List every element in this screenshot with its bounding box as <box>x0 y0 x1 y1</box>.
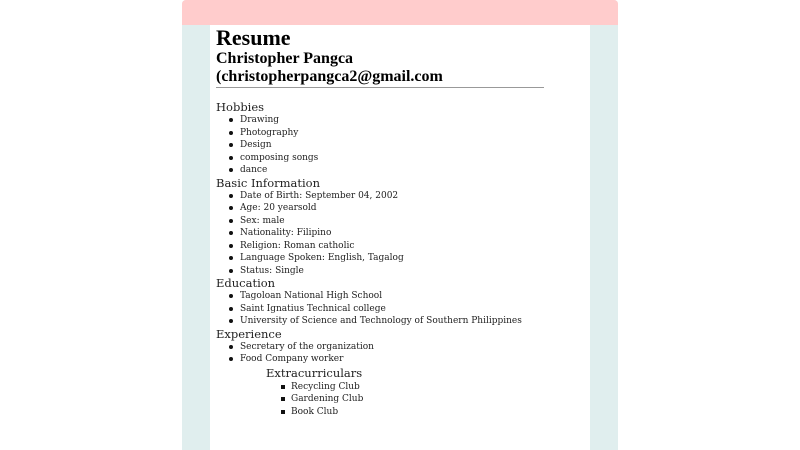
top-banner <box>182 0 618 25</box>
list-item: Drawing <box>240 114 588 127</box>
list-item: Secretary of the organization <box>240 341 588 354</box>
list-item: Status: Single <box>240 265 588 278</box>
list-item: Age: 20 yearsold <box>240 202 588 215</box>
list-item: Food Company worker <box>240 353 588 366</box>
list-item: dance <box>240 164 588 177</box>
list-item: Date of Birth: September 04, 2002 <box>240 190 588 203</box>
extracurriculars-list <box>266 381 588 419</box>
person-email: (christopherpangca2@gmail.com <box>216 68 443 85</box>
experience-list <box>216 341 588 366</box>
education-list <box>216 290 588 328</box>
basic-information-heading: Basic Information <box>216 175 320 190</box>
person-name: Christopher Pangca <box>216 50 354 67</box>
list-item: Tagoloan National High School <box>240 290 588 303</box>
list-item: Religion: Roman catholic <box>240 240 588 253</box>
page-frame <box>182 0 618 450</box>
list-item: Nationality: Filipino <box>240 227 588 240</box>
experience-heading: Experience <box>216 326 282 341</box>
extracurriculars-heading: Extracurriculars <box>266 365 363 380</box>
list-item: composing songs <box>240 152 588 165</box>
basic-information-list <box>216 190 588 278</box>
list-item: Design <box>240 139 588 152</box>
hobbies-heading: Hobbies <box>216 100 265 114</box>
list-item: Saint Ignatius Technical college <box>240 303 588 316</box>
list-item: University of Science and Technology of Southern Philippines <box>240 315 588 328</box>
hobbies-list <box>216 114 588 177</box>
list-item: Photography <box>240 127 588 140</box>
list-item: Book Club <box>291 406 588 419</box>
list-item: Recycling Club <box>291 381 588 394</box>
extracurriculars-block <box>216 367 588 419</box>
list-item: Gardening Club <box>291 393 588 406</box>
page-title: Resume <box>216 25 291 50</box>
resume-content <box>216 26 588 418</box>
header-divider <box>216 87 544 88</box>
education-heading: Education <box>216 276 276 290</box>
list-item: Sex: male <box>240 215 588 228</box>
list-item: Language Spoken: English, Tagalog <box>240 252 588 265</box>
content-panel <box>210 25 590 450</box>
